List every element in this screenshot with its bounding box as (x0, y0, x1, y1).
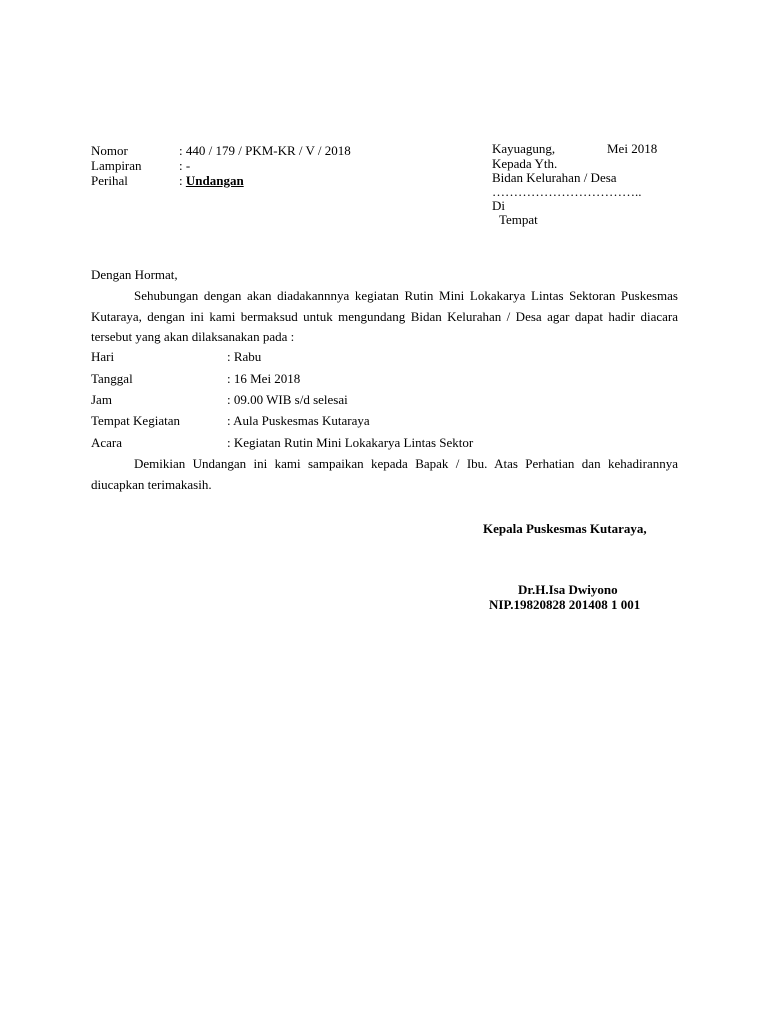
detail-value: : Kegiatan Rutin Mini Lokakarya Lintas Sektor (227, 435, 474, 450)
letter-place: Kayuagung, (492, 141, 556, 156)
kepada-yth: Kepada Yth. (492, 156, 558, 171)
detail-value: : Rabu (227, 349, 262, 364)
perihal-label: Perihal (91, 173, 128, 188)
detail-value: : 09.00 WIB s/d selesai (227, 392, 348, 407)
salutation: Dengan Hormat, (91, 267, 178, 282)
nomor-label: Nomor (91, 143, 128, 158)
detail-value: : Aula Puskesmas Kutaraya (227, 413, 370, 428)
detail-label: Hari (91, 349, 115, 364)
signature-nip: NIP.19820828 201408 1 001 (489, 597, 641, 612)
lampiran-label: Lampiran (91, 158, 142, 173)
nomor-value: : 440 / 179 / PKM-KR / V / 2018 (179, 143, 351, 158)
tempat-label: Tempat (499, 212, 538, 227)
recipient-dots: …………………………….. (492, 184, 642, 199)
detail-label: Jam (91, 392, 112, 407)
detail-label: Tempat Kegiatan (91, 413, 180, 428)
perihal-value: Undangan (185, 173, 244, 188)
opening-text: Sehubungan dengan akan diadakannnya kegiatan Rutin Mini Lokakarya Lintas Sektoran Puskesmas Kutaraya, dengan ini kami bermaksud untuk mengundang Bidan Kelurahan / Desa agar dapat hadir diacara tersebut yang akan dilaksanakan pada : (91, 288, 678, 344)
lampiran-value: : - (179, 158, 191, 173)
signature-name: Dr.H.Isa Dwiyono (518, 582, 618, 597)
perihal-value-line (179, 173, 244, 188)
recipient: Bidan Kelurahan / Desa (492, 170, 617, 185)
detail-value: : 16 Mei 2018 (227, 371, 301, 386)
closing-paragraph (91, 454, 678, 495)
di-label: Di (492, 198, 505, 213)
opening-paragraph (91, 286, 678, 348)
letter-date: Mei 2018 (607, 141, 658, 156)
closing-text: Demikian Undangan ini kami sampaikan kepada Bapak / Ibu. Atas Perhatian dan kehadirannya diucapkan terimakasih. (91, 456, 678, 492)
perihal-colon: : (179, 173, 186, 188)
detail-label: Tanggal (91, 371, 133, 386)
detail-label: Acara (91, 435, 123, 450)
signature-title: Kepala Puskesmas Kutaraya, (483, 521, 647, 536)
